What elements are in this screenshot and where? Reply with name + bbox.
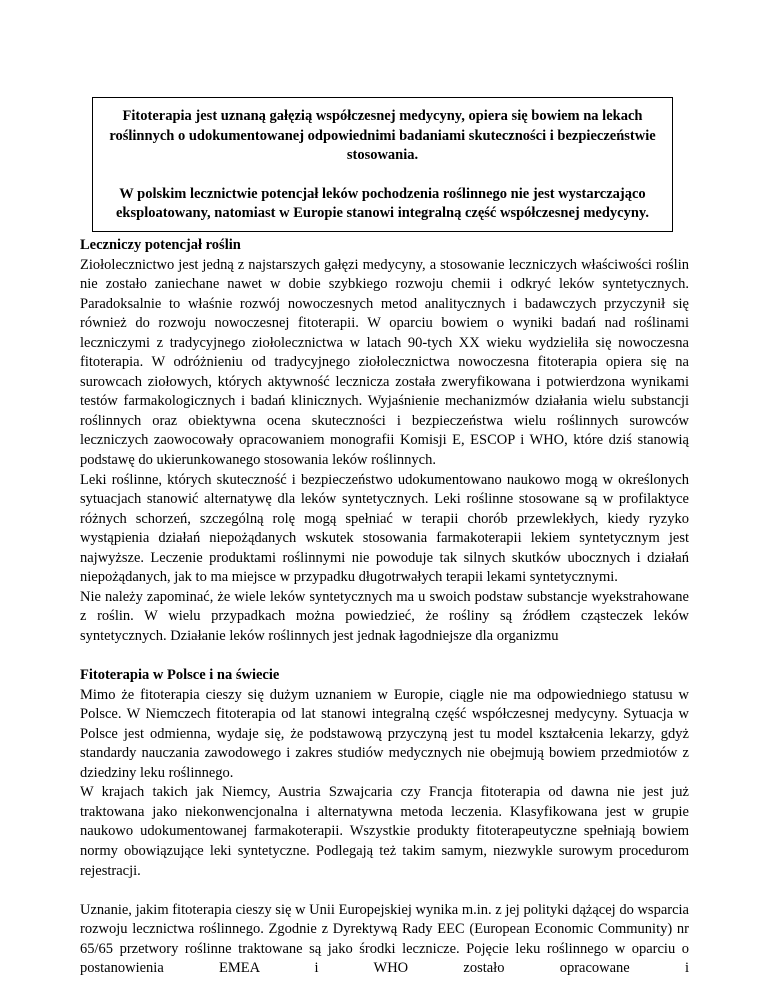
highlight-paragraph-1: Fitoterapia jest uznaną gałęzią współczesnej medycyny, opiera się bowiem na lekach roślinnych o udokumentowanej odpowiednimi badaniami skuteczności i bezpieczeństwie stosowania.	[109, 108, 656, 163]
section1-paragraph-2: Leki roślinne, których skuteczność i bezpieczeństwo udokumentowano naukowo mogą w określonych sytuacjach stanowić alternatywę dla leków syntetycznych. Leki roślinne stosowane są w profilaktyce różnych schorzeń, szczególną rolę mogą spełniać w terapii chorób przewlekłych, kiedy ryzyko wystąpienia działań niepożądanych wskutek stosowania farmakoterapii lekiem syntetycznym jest najwyższe. Leczenie produktami roślinnymi nie powoduje tak silnych skutków ubocznych i działań niepożądanych, jak to ma miejsce w przypadku długotrwałych terapii lekami syntetycznymi.	[80, 471, 689, 586]
section2-paragraph-2: W krajach takich jak Niemcy, Austria Szwajcaria czy Francja fitoterapia od dawna nie jest już traktowana jako niekonwencjonalna i alternatywna metoda leczenia. Klasyfikowana jest w grupie naukowo udokumentowanej farmakoterapii. Wszystkie produkty fitoterapeutyczne spełniają bowiem normy obowiązujące leki syntetyczne. Podlegają też takim samym, niezwykle surowym procedurom rejestracji.	[80, 784, 689, 879]
section-spacer	[80, 646, 689, 666]
highlight-paragraph-2: W polskim lecznictwie potencjał leków pochodzenia roślinnego nie jest wystarczająco eksploatowany, natomiast w Europie stanowi integralną część współczesnej medycyny.	[115, 185, 649, 221]
section1-paragraph-1: Ziołolecznictwo jest jedną z najstarszych gałęzi medycyny, a stosowanie leczniczych właściwości roślin nie zostało zaniechane nawet w dobie szybkiego rozwoju chemii i odkryć leków syntetycznych. Paradoksalnie to właśnie rozwój nowoczesnych metod analitycznych i badawczych przyczynił się również do rozwoju nowoczesnej fitoterapii. W oparciu bowiem o wyniki badań nad roślinami leczniczymi z tradycyjnego ziołolecznictwa w latach 90-tych XX wieku wydzieliła się nowoczesna fitoterapia. W odróżnieniu od tradycyjnego ziołolecznictwa nowoczesna fitoterapia opiera się na surowcach ziołowych, których aktywność lecznicza została zweryfikowana i potwierdzona wynikami testów farmakologicznych i badań klinicznych. Wyjaśnienie mechanizmów działania wielu substancji roślinnych oraz obiektywna ocena skuteczności i bezpieczeństwa wielu roślinnych surowców leczniczych zaowocowały opracowaniem monografii Komisji E, ESCOP i WHO, które dziś stanowią podstawę do ukierunkowanego stosowania leków roślinnych.	[80, 256, 689, 469]
section2-paragraph-3: Uznanie, jakim fitoterapia cieszy się w Unii Europejskiej wynika m.in. z jej polityki dążącej do wsparcia rozwoju lecznictwa roślinnego. Zgodnie z Dyrektywą Rady EEC (European Economic Community) nr 65/65 przetwory roślinne traktowane są jako środki lecznicze. Pojęcie leku roślinnego w oparciu o postanowienia EMEA i WHO zostało opracowane i	[80, 901, 689, 977]
section2-paragraph-1: Mimo że fitoterapia cieszy się dużym uznaniem w Europie, ciągle nie ma odpowiedniego statusu w Polsce. W Niemczech fitoterapia od lat stanowi integralną część współczesnej medycyny. Sytuacja w Polsce jest odmienna, wydaje się, że podstawową przyczyną jest tu model kształcenia lekarzy, gdyż standardy nauczania zawodowego i zakres studiów medycznych nie obejmują bowiem przedmiotów z dziedziny leku roślinnego.	[80, 686, 689, 781]
article-body	[80, 236, 689, 979]
section1-paragraph-3: Nie należy zapominać, że wiele leków syntetycznych ma u swoich podstaw substancje wyekstrahowane z roślin. W wielu przypadkach można powiedzieć, że rośliny są źródłem cząsteczek leków syntetycznych. Działanie leków roślinnych jest jednak łagodniejsze dla organizmu	[80, 588, 689, 644]
section-heading-fitoterapia-w-polsce: Fitoterapia w Polsce i na świecie	[80, 667, 280, 684]
section-heading-leczniczy-potencjal: Leczniczy potencjał roślin	[80, 237, 241, 253]
paragraph-spacer	[80, 881, 689, 901]
highlight-box	[92, 97, 673, 232]
